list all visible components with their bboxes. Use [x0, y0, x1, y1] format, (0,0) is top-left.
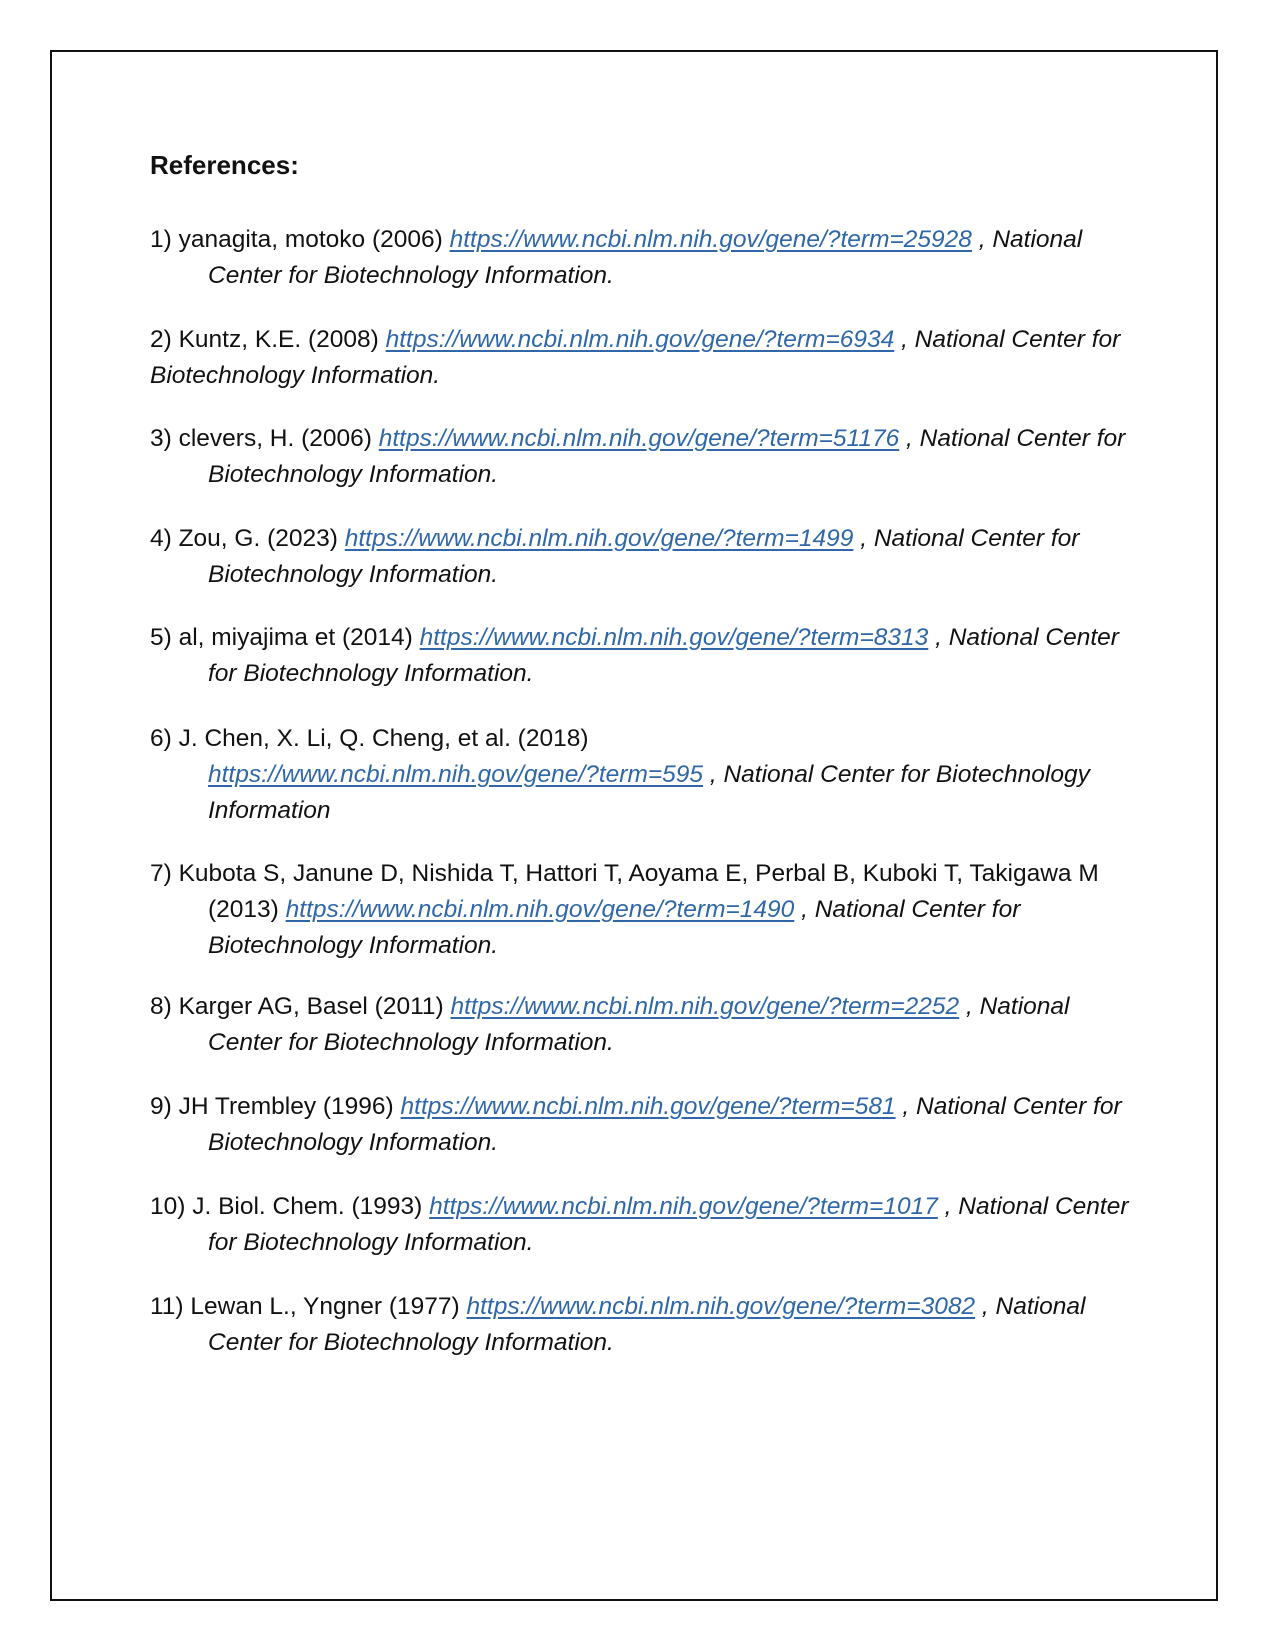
reference-link[interactable]: https://www.ncbi.nlm.nih.gov/gene/?term=25928 [449, 226, 972, 253]
reference-source: , National Center for Biotechnology Information. [208, 226, 1083, 289]
reference-4 [150, 521, 1135, 593]
reference-3 [150, 421, 1135, 493]
reference-link[interactable]: https://www.ncbi.nlm.nih.gov/gene/?term=1499 [344, 525, 854, 552]
reference-author-year: 7) Kubota S, Janune D, Nishida T, Hattori T, Aoyama E, Perbal B, Kuboki T, Takigawa M (2013) [150, 860, 1099, 923]
reference-source: , National Center for Biotechnology Information. [208, 1193, 1129, 1256]
reference-1 [150, 222, 1135, 294]
reference-link[interactable]: https://www.ncbi.nlm.nih.gov/gene/?term=51176 [378, 425, 900, 452]
reference-author-year: 3) clevers, H. (2006) [150, 425, 379, 452]
reference-link[interactable]: https://www.ncbi.nlm.nih.gov/gene/?term=2252 [450, 993, 960, 1020]
reference-link[interactable]: https://www.ncbi.nlm.nih.gov/gene/?term=1017 [429, 1193, 938, 1220]
reference-link[interactable]: https://www.ncbi.nlm.nih.gov/gene/?term=6934 [385, 326, 895, 353]
reference-source: , National Center for Biotechnology Information. [208, 425, 1126, 488]
reference-link[interactable]: https://www.ncbi.nlm.nih.gov/gene/?term=1490 [285, 896, 795, 923]
reference-link[interactable]: https://www.ncbi.nlm.nih.gov/gene/?term=8313 [419, 624, 929, 651]
reference-author-year: 11) Lewan L., Yngner (1977) [150, 1293, 467, 1320]
reference-source: , National Center for Biotechnology Information [208, 761, 1090, 824]
reference-source: , National Center for Biotechnology Information. [208, 993, 1070, 1056]
reference-link[interactable]: https://www.ncbi.nlm.nih.gov/gene/?term=595 [208, 761, 704, 788]
reference-2 [150, 322, 1135, 394]
reference-link[interactable]: https://www.ncbi.nlm.nih.gov/gene/?term=581 [400, 1093, 896, 1120]
reference-source: , National Center for Biotechnology Information. [208, 624, 1119, 687]
reference-7 [150, 856, 1135, 964]
reference-5 [150, 620, 1135, 692]
references-heading: References: [150, 150, 299, 180]
reference-8 [150, 989, 1135, 1061]
reference-link[interactable]: https://www.ncbi.nlm.nih.gov/gene/?term=3082 [466, 1293, 976, 1320]
reference-11 [150, 1289, 1135, 1361]
reference-source: , National Center for Biotechnology Information. [150, 326, 1121, 389]
reference-source: , National Center for Biotechnology Information. [208, 1293, 1086, 1356]
reference-6 [150, 721, 1135, 829]
reference-10 [150, 1189, 1135, 1261]
reference-source: , National Center for Biotechnology Information. [208, 525, 1080, 588]
reference-author-year: 2) Kuntz, K.E. (2008) [150, 326, 386, 353]
reference-author-year: 8) Karger AG, Basel (2011) [150, 993, 451, 1020]
reference-author-year: 4) Zou, G. (2023) [150, 525, 345, 552]
reference-author-year: 1) yanagita, motoko (2006) [150, 226, 450, 253]
reference-source: , National Center for Biotechnology Information. [208, 1093, 1122, 1156]
reference-author-year: 9) JH Trembley (1996) [150, 1093, 401, 1120]
reference-author-year: 10) J. Biol. Chem. (1993) [150, 1193, 430, 1220]
reference-author-year: 6) J. Chen, X. Li, Q. Cheng, et al. (2018) [150, 725, 589, 752]
reference-author-year: 5) al, miyajima et (2014) [150, 624, 420, 651]
reference-source: , National Center for Biotechnology Information. [208, 896, 1021, 959]
reference-9 [150, 1089, 1135, 1161]
